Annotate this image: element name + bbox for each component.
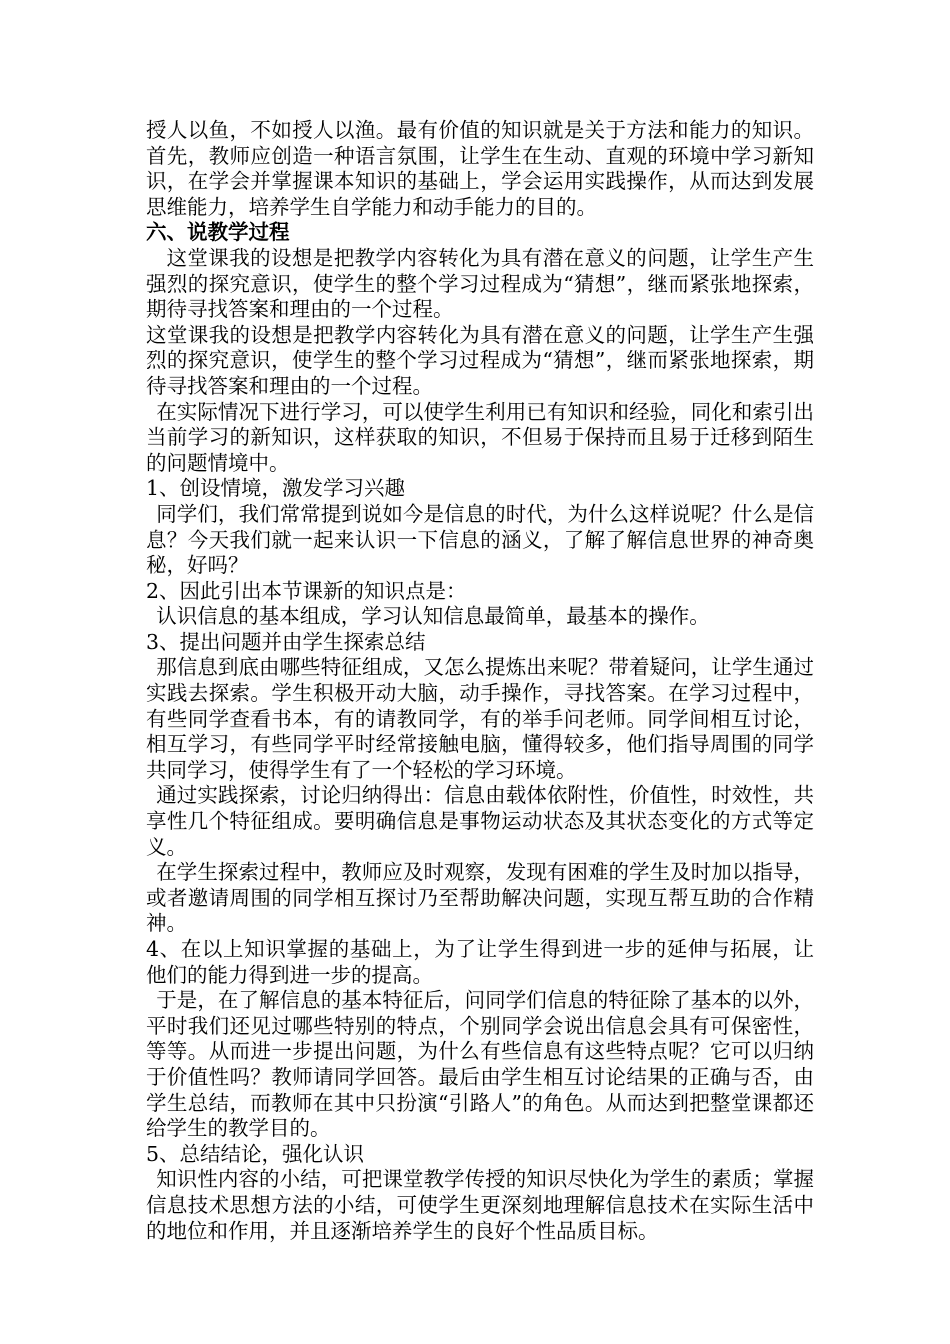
step-heading-4: 4、在以上知识掌握的基础上，为了让学生得到进一步的延伸与拓展，让他们的能力得到进一步的提高。	[146, 937, 814, 987]
section-heading-teaching-process: 六、说教学过程	[146, 220, 290, 245]
paragraph-step-4: 于是，在了解信息的基本特征后，问同学们信息的特征除了基本的以外，平时我们还见过哪些特别的特点，个别同学会说出信息会具有可保密性，等等。从而进一步提出问题，为什么有些信息有这些特点呢？它可以归纳于价值性吗？教师请同学回答。最后由学生相互讨论结果的正确与否，由学生总结，而教师在其中只扮演“引路人”的角色。从而达到把整堂课都还给学生的教学目的。	[146, 988, 814, 1141]
paragraph-design-idea-repeat: 这堂课我的设想是把教学内容转化为具有潜在意义的问题，让学生产生强烈的探究意识，使学生的整个学习过程成为“猜想”，继而紧张地探索，期待寻找答案和理由的一个过程。	[146, 322, 814, 398]
paragraph-step-3c: 在学生探索过程中，教师应及时观察，发现有困难的学生及时加以指导，或者邀请周围的同学相互探讨乃至帮助解决问题，实现互帮互助的合作精神。	[146, 860, 814, 936]
paragraph-step-5: 知识性内容的小结，可把课堂教学传授的知识尽快化为学生的素质；掌握信息技术思想方法的小结，可使学生更深刻地理解信息技术在实际生活中的地位和作用，并且逐渐培养学生的良好个性品质目标。	[146, 1167, 814, 1243]
document-page	[146, 118, 814, 1244]
step-heading-5: 5、总结结论，强化认识	[146, 1141, 365, 1166]
step-heading-2: 2、因此引出本节课新的知识点是：	[146, 578, 467, 603]
paragraph-step-3b: 通过实践探索，讨论归纳得出：信息由载体依附性，价值性，时效性，共享性几个特征组成。要明确信息是事物运动状态及其状态变化的方式等定义。	[146, 783, 814, 859]
paragraph-step-1: 同学们，我们常常提到说如今是信息的时代，为什么这样说呢？什么是信息？今天我们就一起来认识一下信息的涵义，了解了解信息世界的神奇奥秘，好吗？	[146, 501, 814, 578]
paragraph-design-idea: 这堂课我的设想是把教学内容转化为具有潜在意义的问题，让学生产生强烈的探究意识，使学生的整个学习过程成为“猜想”，继而紧张地探索，期待寻找答案和理由的一个过程。	[146, 245, 814, 322]
paragraph-real-situation: 在实际情况下进行学习，可以使学生利用已有知识和经验，同化和索引出当前学习的新知识，这样获取的知识，不但易于保持而且易于迁移到陌生的问题情境中。	[146, 399, 814, 475]
step-heading-1: 1、创设情境，激发学习兴趣	[146, 476, 406, 501]
paragraph-step-3a: 那信息到底由哪些特征组成，又怎么提炼出来呢？带着疑问，让学生通过实践去探索。学生积极开动大脑，动手操作，寻找答案。在学习过程中，有些同学查看书本，有的请教同学，有的举手问老师。同学间相互讨论，相互学习，有些同学平时经常接触电脑，懂得较多，他们指导周围的同学共同学习，使得学生有了一个轻松的学习环境。	[146, 655, 814, 782]
paragraph-step-2: 认识信息的基本组成，学习认知信息最简单，最基本的操作。	[156, 604, 710, 629]
step-heading-3: 3、提出问题并由学生探索总结	[146, 629, 426, 654]
paragraph-teaching-philosophy: 授人以鱼，不如授人以渔。最有价值的知识就是关于方法和能力的知识。首先，教师应创造一种语言氛围，让学生在生动、直观的环境中学习新知识，在学会并掌握课本知识的基础上，学会运用实践操作，从而达到发展思维能力，培养学生自学能力和动手能力的目的。	[146, 118, 814, 219]
